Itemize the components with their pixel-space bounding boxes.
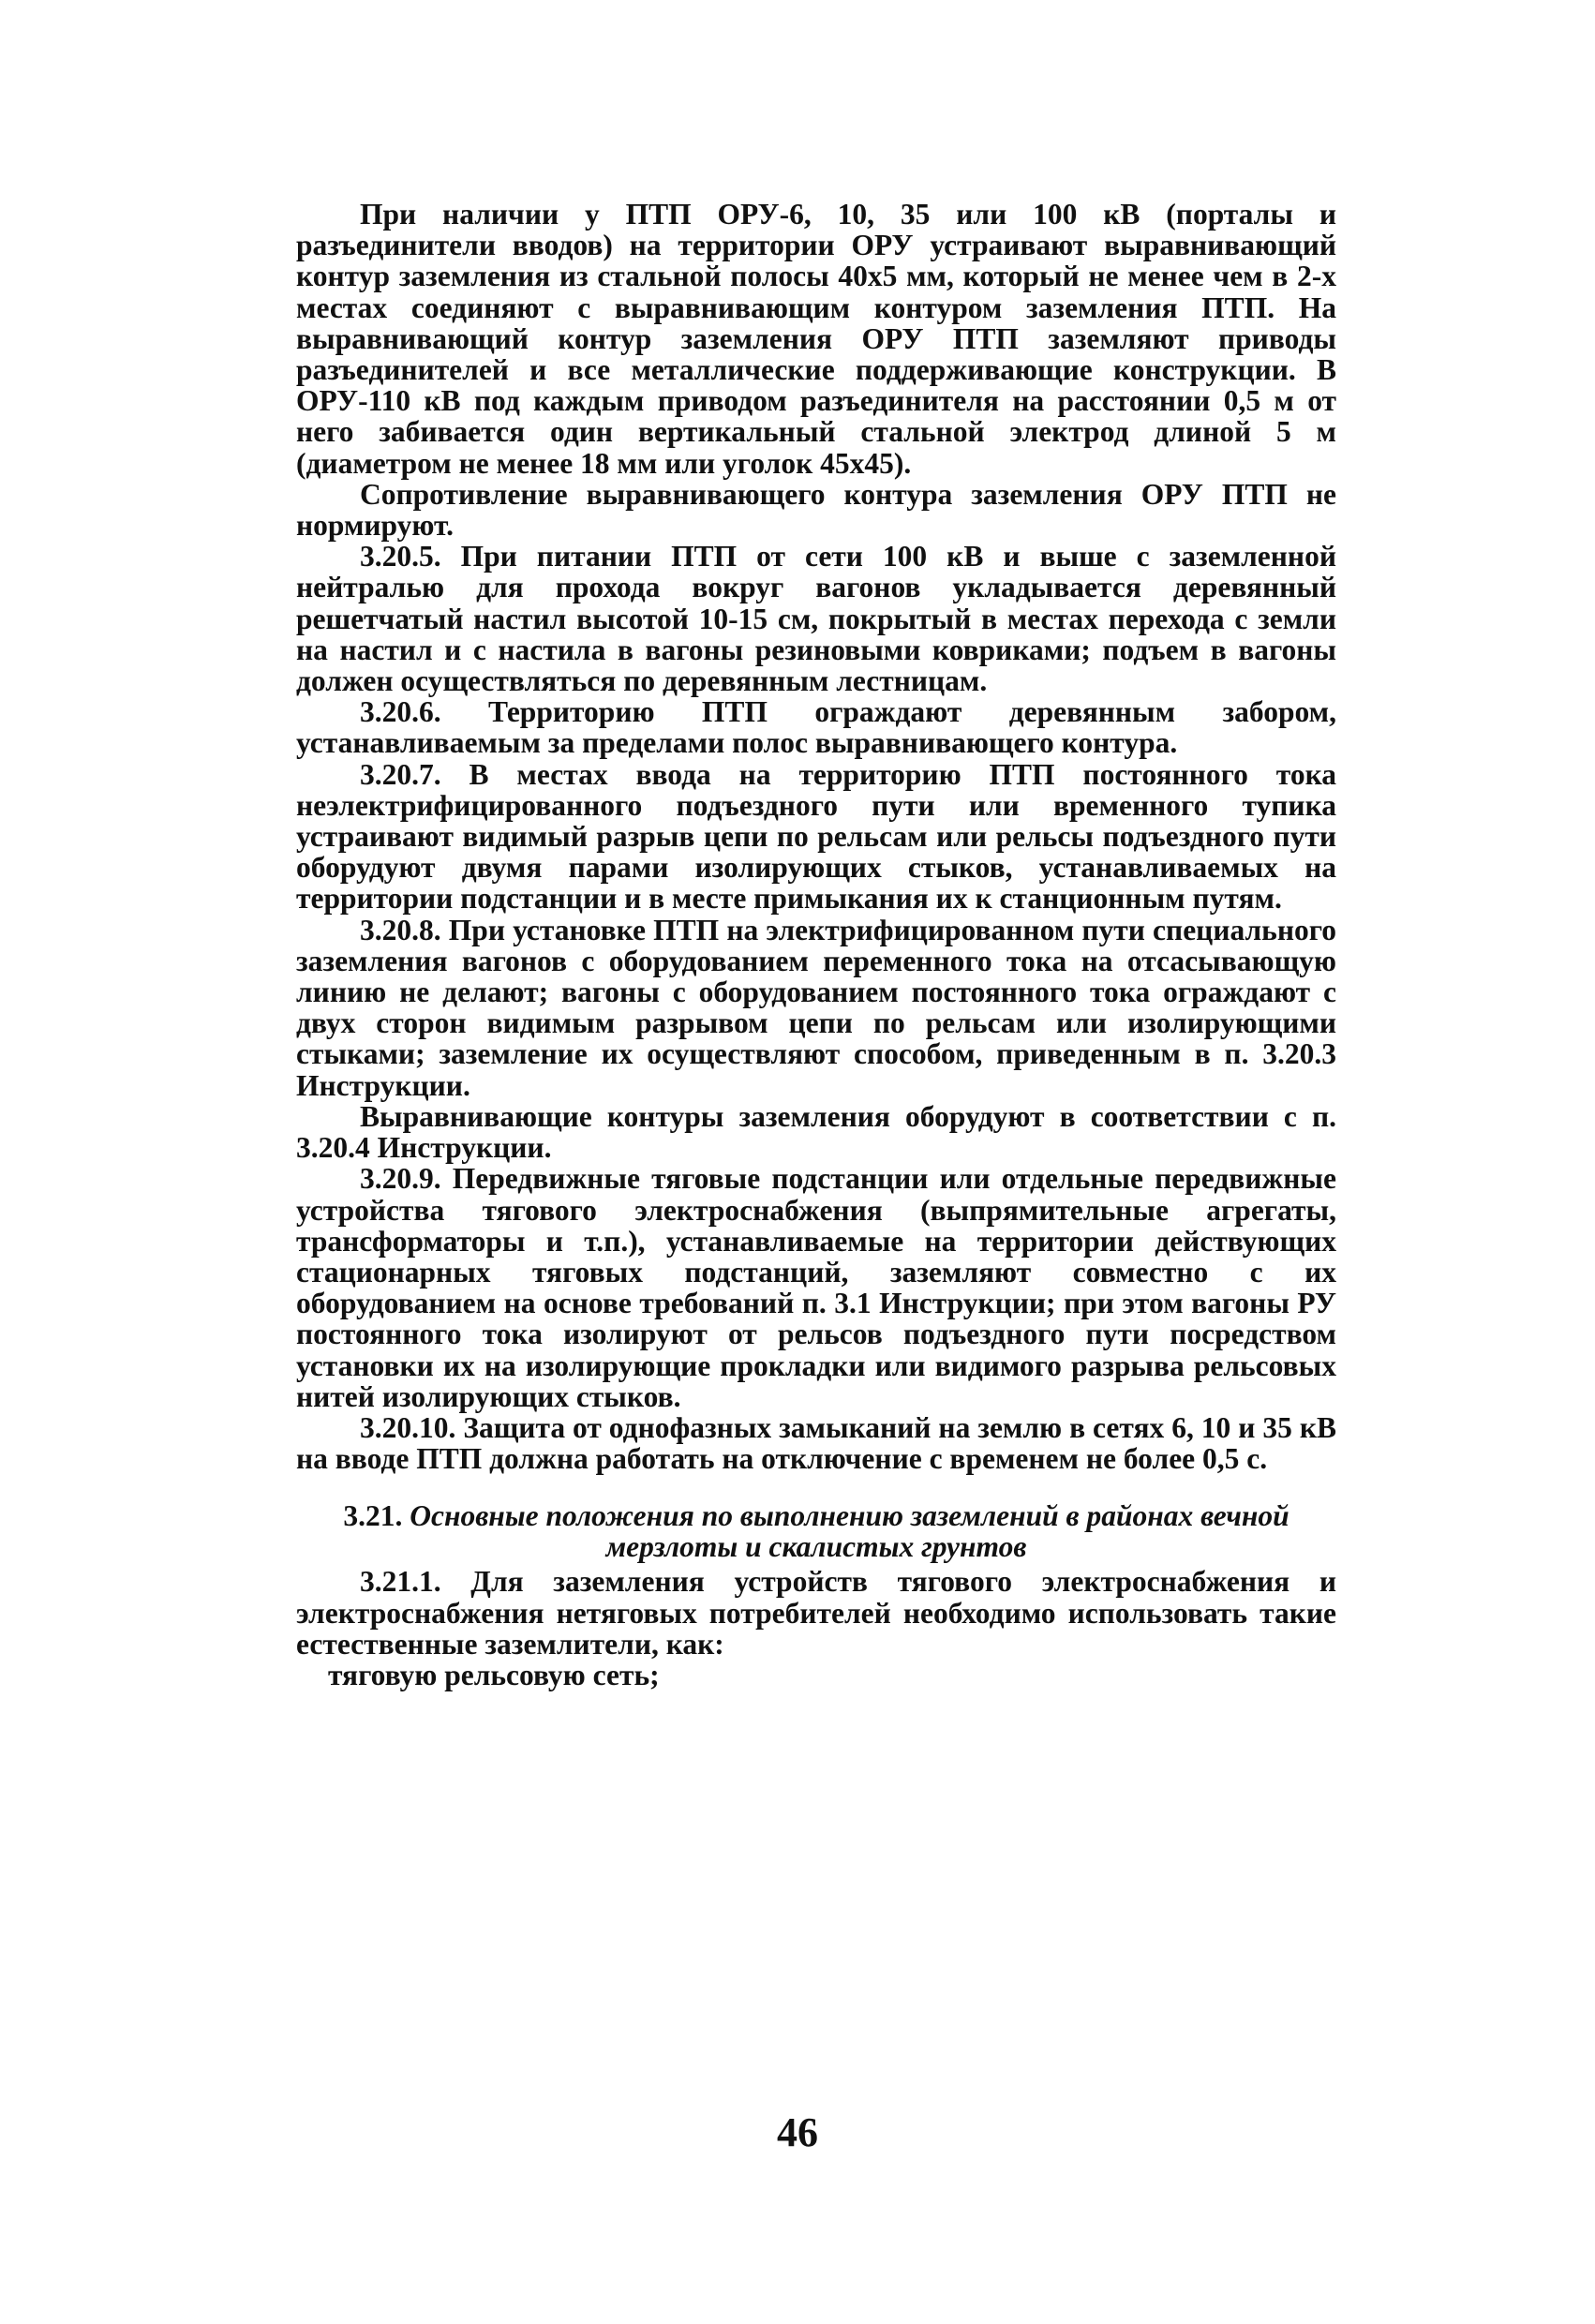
paragraph-text: При наличии у ПТП ОРУ-6, 10, 35 или 100 кВ (порталы и разъединители вводов) на территории ОРУ устраивают выравнивающий контур заземления из стальной полосы 40х5 мм, который не менее чем в 2-х местах соединяют с выравнивающим контуром заземления ПТП. На выравнивающий контур заземления ОРУ ПТП заземляют приводы разъединителей и все металлические поддерживающие конструкции. В ОРУ-110 кВ под каждым приводом разъединителя на расстоянии 0,5 м от него забивается один вертикальный стальной электрод длиной 5 м (диаметром не менее 18 мм или уголок 45х45). xyxy=(296,198,1336,480)
document-page xyxy=(296,199,1336,1691)
paragraph-text: тяговую рельсовую сеть; xyxy=(328,1658,660,1691)
paragraph-3-21-1 xyxy=(296,1566,1336,1660)
paragraph-text: Сопротивление выравнивающего контура заземления ОРУ ПТП не нормируют. xyxy=(296,477,1336,543)
page-number: 46 xyxy=(777,2109,818,2155)
paragraph-text: 3.20.6. Территорию ПТП ограждают деревянным забором, устанавливаемым за пределами полос выравнивающего контура. xyxy=(296,695,1336,760)
paragraph-list-item-rail-network xyxy=(296,1660,1336,1691)
paragraph-text: 3.20.10. Защита от однофазных замыканий на землю в сетях 6, 10 и 35 кВ на вводе ПТП должна работать на отключение с временем не более 0,5 с. xyxy=(296,1410,1336,1476)
paragraph-text: Выравнивающие контуры заземления оборудуют в соответствии с п. 3.20.4 Инструкции. xyxy=(296,1099,1336,1165)
paragraph-3-20-10 xyxy=(296,1412,1336,1474)
paragraph-equalizing-contours xyxy=(296,1101,1336,1163)
paragraph-resistance-note xyxy=(296,479,1336,541)
paragraph-3-20-6 xyxy=(296,696,1336,758)
section-heading-3-21 xyxy=(296,1500,1336,1562)
paragraph-3-20-8 xyxy=(296,915,1336,1101)
paragraph-text: 3.21.1. Для заземления устройств тягового электроснабжения и электроснабжения нетяговых потребителей необходимо использовать такие естественные заземлители, как: xyxy=(296,1565,1336,1661)
paragraph-3-20-5 xyxy=(296,541,1336,696)
paragraph-3-20-7 xyxy=(296,759,1336,915)
paragraph-text: 3.20.8. При установке ПТП на электрифицированном пути специального заземления вагонов с оборудованием переменного тока на отсасывающую линию не делают; вагоны с оборудованием постоянного тока ограждают с двух сторон видимым разрывом цепи по рельсам или изолирующими стыками; заземление их осуществляют способом, приведенным в п. 3.20.3 Инструкции. xyxy=(296,913,1336,1102)
paragraph-text: 3.20.9. Передвижные тяговые подстанции или отдельные передвижные устройства тягового электроснабжения (выпрямительные агрегаты, трансформаторы и т.п.), устанавливаемые на территории действующих стационарных тяговых подстанций, заземляют совместно с их оборудованием на основе требований п. 3.1 Инструкции; при этом вагоны РУ постоянного тока изолируют от рельсов подъездного пути посредством установки их на изолирующие прокладки или видимого разрыва рельсовых нитей изолирующих стыков. xyxy=(296,1162,1336,1413)
section-number: 3.21. xyxy=(343,1499,403,1533)
paragraph-oru-grounding xyxy=(296,199,1336,479)
section-title: Основные положения по выполнению заземлений в районах вечной мерзлоты и скалистых грунтов xyxy=(410,1499,1289,1564)
paragraph-text: 3.20.5. При питании ПТП от сети 100 кВ и выше с заземленной нейтралью для прохода вокруг вагонов укладывается деревянный решетчатый настил высотой 10-15 см, покрытый в местах перехода с земли на настил и с настила в вагоны резиновыми ковриками; подъем в вагоны должен осуществляться по деревянным лестницам. xyxy=(296,540,1336,698)
paragraph-text: 3.20.7. В местах ввода на территорию ПТП постоянного тока неэлектрифицированного подъездного пути или временного тупика устраивают видимый разрыв цепи по рельсам или рельсы подъездного пути оборудуют двумя парами изолирующих стыков, устанавливаемых на территории подстанции и в месте примыкания их к станционным путям. xyxy=(296,757,1336,916)
paragraph-3-20-9 xyxy=(296,1163,1336,1412)
